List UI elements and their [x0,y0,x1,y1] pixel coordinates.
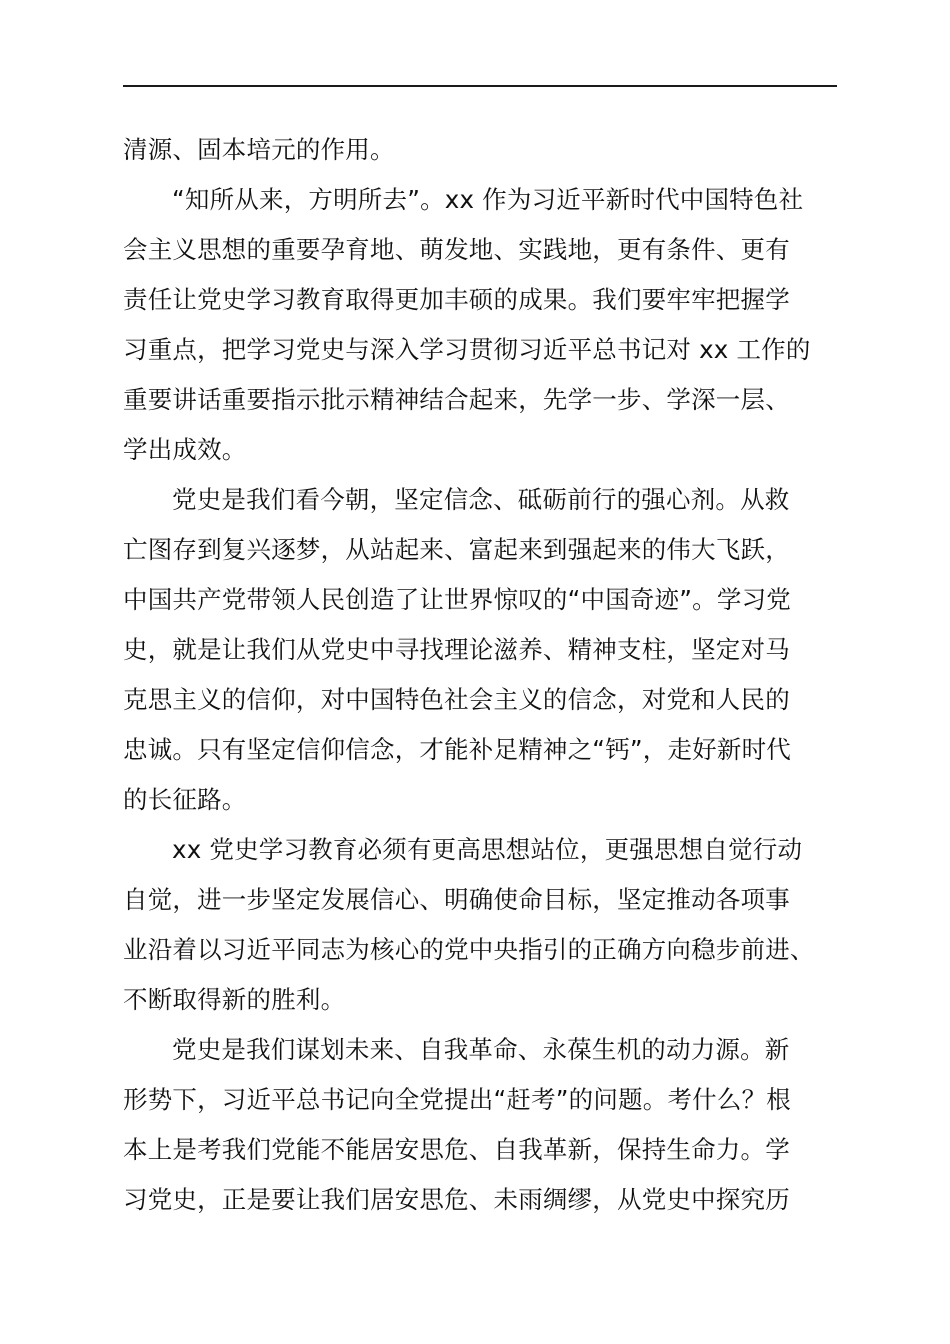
text-line: 重要讲话重要指示批示精神结合起来，先学一步、学深一层、 [123,385,790,414]
text-line: 习重点，把学习党史与深入学习贯彻习近平总书记对 xx 工作的 [123,335,811,364]
text-line: 亡图存到复兴逐梦，从站起来、富起来到强起来的伟大飞跃， [123,535,790,564]
text-line: 中国共产党带领人民创造了让世界惊叹的“中国奇迹”。学习党 [123,585,791,614]
text-line: 业沿着以习近平同志为核心的党中央指引的正确方向稳步前进、 [123,935,815,964]
text-line: 自觉，进一步坚定发展信心、明确使命目标，坚定推动各项事 [123,885,790,914]
text-line: 史，就是让我们从党史中寻找理论滋养、精神支柱，坚定对马 [123,635,790,664]
text-line: 习党史，正是要让我们居安思危、未雨绸缪，从党史中探究历 [123,1185,790,1214]
body-text [123,125,863,1225]
text-line: 本上是考我们党能不能居安思危、自我革新，保持生命力。学 [123,1135,790,1164]
text-line: 学出成效。 [123,435,247,464]
text-line: 会主义思想的重要孕育地、萌发地、实践地，更有条件、更有 [123,235,790,264]
text-line: “知所从来，方明所去”。xx 作为习近平新时代中国特色社 [172,185,804,214]
text-line: 忠诚。只有坚定信仰信念，才能补足精神之“钙”，走好新时代 [123,735,791,764]
text-line: 形势下，习近平总书记向全党提出“赶考”的问题。考什么？根 [123,1085,791,1114]
text-line: 清源、固本培元的作用。 [123,135,395,164]
header-rule [123,85,837,87]
text-line: 党史是我们谋划未来、自我革命、永葆生机的动力源。新 [172,1035,790,1064]
text-line: 克思主义的信仰，对中国特色社会主义的信念，对党和人民的 [123,685,790,714]
text-line: 党史是我们看今朝，坚定信念、砥砺前行的强心剂。从救 [172,485,790,514]
text-line: 不断取得新的胜利。 [123,985,346,1014]
text-line: 的长征路。 [123,785,247,814]
text-line: xx 党史学习教育必须有更高思想站位，更强思想自觉行动 [172,835,803,864]
text-line: 责任让党史学习教育取得更加丰硕的成果。我们要牢牢把握学 [123,285,790,314]
